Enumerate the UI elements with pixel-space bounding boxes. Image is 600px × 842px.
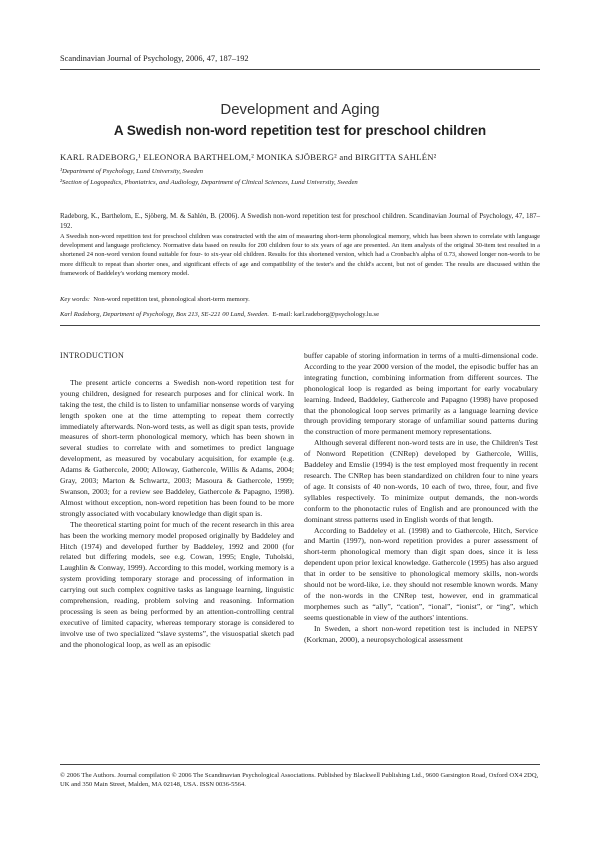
article-title: A Swedish non-word repetition test for preschool children	[113, 123, 487, 138]
abstract: A Swedish non-word repetition test for preschool children was constructed with the aim of measuring short-term phonological memory, which has been shown to correlate with language development and language proficiency. Normative data based on results for 200 children four to six years of age are presented. An item analysis of the original 30-item test resulted in a shortened 24 non-word version found suitable for four- to six-year old children. Results for this shortened version, which had a Cronbach's alpha of 0.73, showed longer non-words to be more difficult to repeat than shorter ones, and significant effects of age and compatibility of the tester's and the child's accent, but not of gender. The results are discussed within the framework of Baddeley's working memory model.	[60, 233, 540, 277]
body-paragraph: Although several different non-word tests are in use, the Children's Test of Nonword Repetition (CNRep) developed by Gathercole, Willis, Baddeley and Emslie (1994) is the test employed most frequently in recent research. The CNRep has been standardized on children four to nine years of age. It consists of 40 non-words, 10 each of two, three, four, and five syllables respectively. To minimize output demands, the non-words conform to the phonotactic rules of English and are pronounced with the dominant stress patterns used in English words of that length.	[304, 438, 538, 524]
left-column	[60, 351, 294, 651]
section-heading: Development and Aging	[220, 101, 380, 118]
right-column	[304, 351, 538, 645]
affiliation-1: ¹Department of Psychology, Lund University, Sweden	[60, 168, 203, 175]
body-paragraph: According to Baddeley et al. (1998) and to Gathercole, Hitch, Service and Martin (1997), non-word repetition provides a purer assessment of short-term phonological memory than digit span does, since it is less dependent upon prior lexical knowledge. Gathercole (1995) has also argued that in order to be sensitive to phonological memory skills, non-words should not be word-like, i.e. they should not resemble known words. Many of the non-words in the CNRep test, however, end in grammatical morphemes such as “ally”, “cation”, “ional”, “ionist”, or “ing”, which seems questionable in view of the authors' intentions.	[304, 525, 538, 622]
correspondence-line	[60, 311, 379, 318]
header-rule	[60, 69, 540, 70]
author-list: KARL RADEBORG,¹ ELEONORA BARTHELOM,² MONIKA SJÖBERG² and BIRGITTA SAHLÉN²	[60, 152, 437, 162]
correspondence-address: Karl Radeborg, Department of Psychology, Box 213, SE-221 00 Lund, Sweden.	[60, 311, 270, 318]
body-paragraph: In Sweden, a short non-word repetition test is included in NEPSY (Korkman, 2000), a neuropsychological assessment	[304, 623, 538, 644]
keywords-line	[60, 296, 250, 303]
abstract-rule	[60, 325, 540, 326]
body-paragraph: buffer capable of storing information in terms of a multi-dimensional code. According to the year 2000 version of the model, the episodic buffer has an integrating function, combining information from different sources. The phonological loop is regarded as being important for early vocabulary learning. Indeed, Baddeley, Gathercole and Papagno (1998) have proposed that the phonological loop serves primarily as a language learning device through providing temporary storage of unfamiliar sound patterns during the construction of more permanent memory representations.	[304, 351, 538, 437]
body-paragraph: The theoretical starting point for much of the recent research in this area has been the working memory model proposed originally by Baddeley and Hitch (1974) and developed further by Baddeley, 1992 and 2000 (for related but differing models, see e.g. Cowan, 1995; Engle, Tuholski, Laughlin & Conway, 1999). According to this model, working memory is a system providing temporary storage and processing of information in carrying out such complex cognitive tasks as language learning, linguistic comprehension, reading, problem solving and reasoning. Information processing is seen as being performed by an attention-controlling central executive of limited capacity, whereas temporary storage is considered to involve use of two specialized “slave systems”, the visuospatial sketch pad and the phonological loop, as well as an episodic	[60, 519, 294, 649]
keywords-label: Key words:	[60, 296, 90, 303]
keywords: Non-word repetition test, phonological short-term memory.	[93, 296, 250, 303]
journal-header: Scandinavian Journal of Psychology, 2006, 47, 187–192	[60, 54, 249, 63]
body-paragraph: The present article concerns a Swedish non-word repetition test for young children, designed for research purposes and for clinical work. In taking the test, the child is to listen to unfamiliar nonsense words of varying length spoken one at the time attempting to repeat them correctly immediately afterwards. Non-word tests, as well as digit span tests, provide measures of short-term phonological memory, which has been shown in several studies to correlate with and sometimes to predict language development, as measured by vocabulary acquisition, for example (e.g. Adams & Gathercole, 2000; Alloway, Gathercole, Willis & Adams, 2004; Gray, 2003; Marton & Schwartz, 2003; Masoura & Gathercole, 1999; Swanson, 2003; for a review see Baddeley, Gathercole & Papagno, 1998). Almost without exception, non-word repetition has been found to be more strongly associated with vocabulary knowledge than digit span is.	[60, 377, 294, 518]
citation: Radeborg, K., Barthelom, E., Sjöberg, M. & Sahlén, B. (2006). A Swedish non-word repetition test for preschool children. Scandinavian Journal of Psychology, 47, 187–192.	[60, 212, 540, 230]
copyright-footer: © 2006 The Authors. Journal compilation © 2006 The Scandinavian Psychological Associations. Published by Blackwell Publishing Ltd., 9600 Garsington Road, Oxford OX4 2DQ, UK and 350 Main Street, Malden, MA 02148, USA. ISSN 0036-5564.	[60, 772, 539, 789]
email-link[interactable]: E-mail: karl.radeborg@psychology.lu.se	[272, 311, 379, 318]
footer-rule	[60, 764, 540, 765]
affiliation-2: ²Section of Logopedics, Phoniatrics, and Audiology, Department of Clinical Sciences, Lund University, Sweden	[60, 179, 358, 186]
intro-heading: INTRODUCTION	[60, 351, 125, 360]
